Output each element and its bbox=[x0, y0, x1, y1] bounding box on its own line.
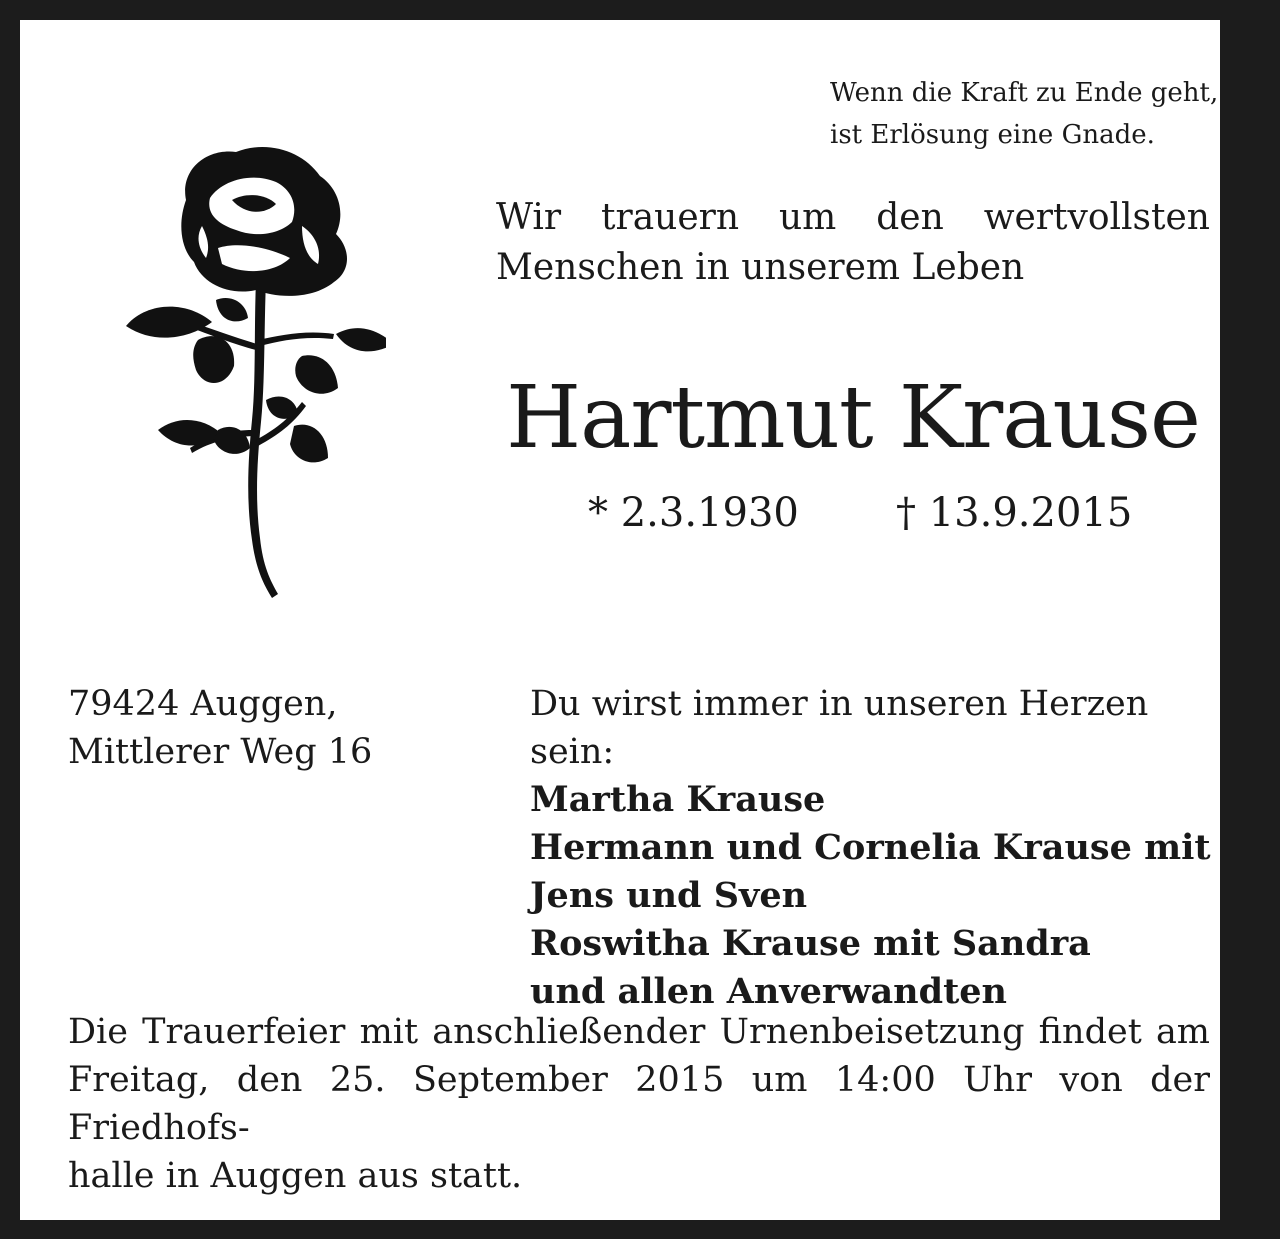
service-info bbox=[68, 1008, 1210, 1200]
mourner-name: und allen Anverwandten bbox=[530, 971, 1007, 1012]
intro-word: den bbox=[876, 197, 944, 238]
mourner-name: Roswitha Krause mit Sandra bbox=[530, 923, 1091, 964]
intro-word: um bbox=[778, 197, 837, 238]
birth-date: * 2.3.1930 bbox=[588, 490, 799, 536]
obituary-card bbox=[20, 20, 1220, 1220]
intro-word: Wir bbox=[496, 197, 562, 238]
address-line: 79424 Auggen, bbox=[68, 684, 338, 724]
epigraph-line: Wenn die Kraft zu Ende geht, bbox=[830, 78, 1219, 108]
address bbox=[68, 680, 372, 776]
mourner-name: Jens und Sven bbox=[530, 875, 808, 916]
mourner-name: Hermann und Cornelia Krause mit bbox=[530, 827, 1211, 868]
rose-icon bbox=[106, 130, 386, 600]
intro-word: trauern bbox=[601, 197, 740, 238]
epigraph-line: ist Erlösung eine Gnade. bbox=[830, 120, 1155, 150]
mourners-heading: Du wirst immer in unseren Herzen sein: bbox=[530, 684, 1149, 772]
death-date: † 13.9.2015 bbox=[896, 490, 1133, 536]
service-line: halle in Auggen aus statt. bbox=[68, 1156, 523, 1196]
epigraph bbox=[830, 72, 1218, 156]
service-line: Die Trauerfeier mit anschließender Urnenbeisetzung findet am bbox=[68, 1012, 1210, 1052]
mourners-block bbox=[530, 680, 1220, 1016]
mourner-name: Martha Krause bbox=[530, 779, 826, 820]
intro-word: wertvollsten bbox=[983, 197, 1210, 238]
deceased-name: Hartmut Krause bbox=[506, 368, 1200, 468]
intro-text bbox=[496, 193, 1210, 293]
service-line: Freitag, den 25. September 2015 um 14:00 Uhr von der Friedhofs- bbox=[68, 1060, 1210, 1148]
address-line: Mittlerer Weg 16 bbox=[68, 732, 373, 772]
intro-line: Menschen in unserem Leben bbox=[496, 247, 1025, 288]
intro-line bbox=[496, 193, 1210, 243]
